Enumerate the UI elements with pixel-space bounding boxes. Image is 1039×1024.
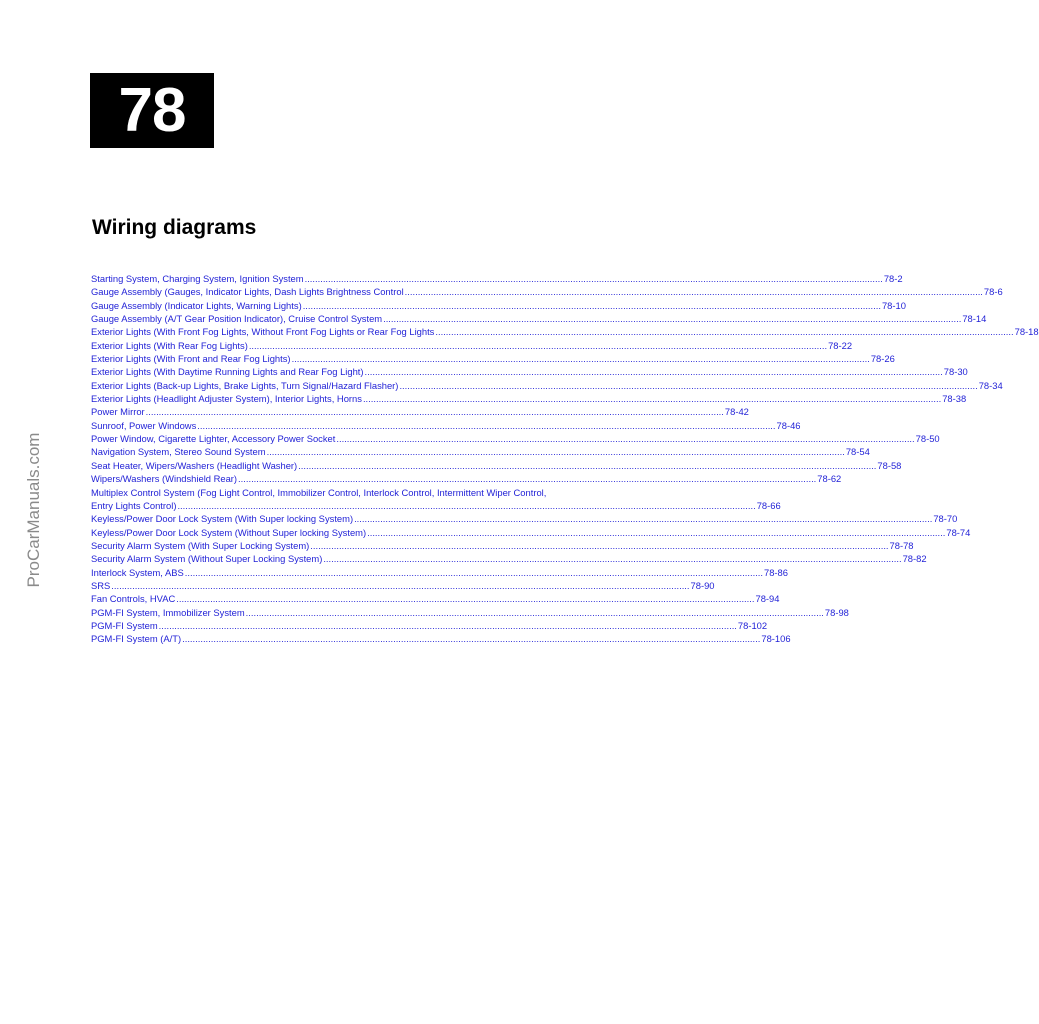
toc-item-security-alarm-without-super[interactable]: Security Alarm System (Without Super Locking System) ..... 78-82 bbox=[91, 552, 647, 565]
toc-item-pgm-fi-system[interactable]: PGM-FI System ..... 78-102 bbox=[91, 619, 647, 632]
toc-item-exterior-lights-daytime-running[interactable]: Exterior Lights (With Daytime Running Lights and Rear Fog Light) ..... 78-30 bbox=[91, 365, 647, 378]
toc-item-exterior-lights-rear-fog[interactable]: Exterior Lights (With Rear Fog Lights) ..... 78-22 bbox=[91, 339, 647, 352]
toc-item-navigation-stereo[interactable]: Navigation System, Stereo Sound System ..... 78-54 bbox=[91, 445, 647, 458]
chapter-number-badge: 78 bbox=[90, 73, 214, 148]
page-title: Wiring diagrams bbox=[92, 216, 257, 239]
toc-item-keyless-without-super-locking[interactable]: Keyless/Power Door Lock System (Without Super locking System) ..... 78-74 bbox=[91, 526, 647, 539]
toc-item-exterior-lights-backup-brake[interactable]: Exterior Lights (Back-up Lights, Brake Lights, Turn Signal/Hazard Flasher) ..... 78-34 bbox=[91, 379, 647, 392]
toc-item-starting-system[interactable]: Starting System, Charging System, Ignition System ..... 78-2 bbox=[91, 272, 647, 285]
toc-item-exterior-lights-front-rear-fog[interactable]: Exterior Lights (With Front and Rear Fog Lights) ..... 78-26 bbox=[91, 352, 647, 365]
toc-item-gauge-assembly-warning-lights[interactable]: Gauge Assembly (Indicator Lights, Warning Lights) ..... 78-10 bbox=[91, 299, 647, 312]
toc-item-power-mirror[interactable]: Power Mirror ..... 78-42 bbox=[91, 405, 647, 418]
toc-item-fan-controls-hvac[interactable]: Fan Controls, HVAC ..... 78-94 bbox=[91, 592, 647, 605]
toc-item-exterior-lights-front-fog[interactable]: Exterior Lights (With Front Fog Lights, Without Front Fog Lights or Rear Fog Lights ..... 78-18 bbox=[91, 325, 647, 338]
toc-item-multiplex-control[interactable]: Multiplex Control System (Fog Light Control, Immobilizer Control, Interlock Control, Intermittent Wiper Control, Entry Lights Control) ..... 78-66 bbox=[91, 486, 647, 513]
toc-item-gauge-assembly-cruise-control[interactable]: Gauge Assembly (A/T Gear Position Indicator), Cruise Control System ..... 78-14 bbox=[91, 312, 647, 325]
toc-item-keyless-with-super-locking[interactable]: Keyless/Power Door Lock System (With Super locking System) ..... 78-70 bbox=[91, 512, 647, 525]
toc-item-srs[interactable]: SRS ..... 78-90 bbox=[91, 579, 647, 592]
toc-item-seat-heater-wipers[interactable]: Seat Heater, Wipers/Washers (Headlight Washer) ..... 78-58 bbox=[91, 459, 647, 472]
toc-item-sunroof-power-windows[interactable]: Sunroof, Power Windows ..... 78-46 bbox=[91, 419, 647, 432]
toc-item-power-window-cigarette-lighter[interactable]: Power Window, Cigarette Lighter, Accessory Power Socket ..... 78-50 bbox=[91, 432, 647, 445]
toc-item-pgm-fi-system-at[interactable]: PGM-FI System (A/T) ..... 78-106 bbox=[91, 632, 647, 645]
table-of-contents bbox=[91, 272, 1039, 646]
toc-item-wipers-washers-rear[interactable]: Wipers/Washers (Windshield Rear) ..... 78-62 bbox=[91, 472, 647, 485]
watermark-text: ProCarManuals.com bbox=[24, 432, 43, 588]
toc-item-interlock-abs[interactable]: Interlock System, ABS ..... 78-86 bbox=[91, 566, 647, 579]
toc-item-pgm-fi-immobilizer[interactable]: PGM-FI System, Immobilizer System ..... 78-98 bbox=[91, 606, 647, 619]
toc-item-security-alarm-with-super[interactable]: Security Alarm System (With Super Locking System) ..... 78-78 bbox=[91, 539, 647, 552]
toc-item-exterior-lights-headlight-adjuster[interactable]: Exterior Lights (Headlight Adjuster System), Interior Lights, Horns ..... 78-38 bbox=[91, 392, 647, 405]
toc-item-gauge-assembly-gauges[interactable]: Gauge Assembly (Gauges, Indicator Lights, Dash Lights Brightness Control ..... 78-6 bbox=[91, 285, 647, 298]
